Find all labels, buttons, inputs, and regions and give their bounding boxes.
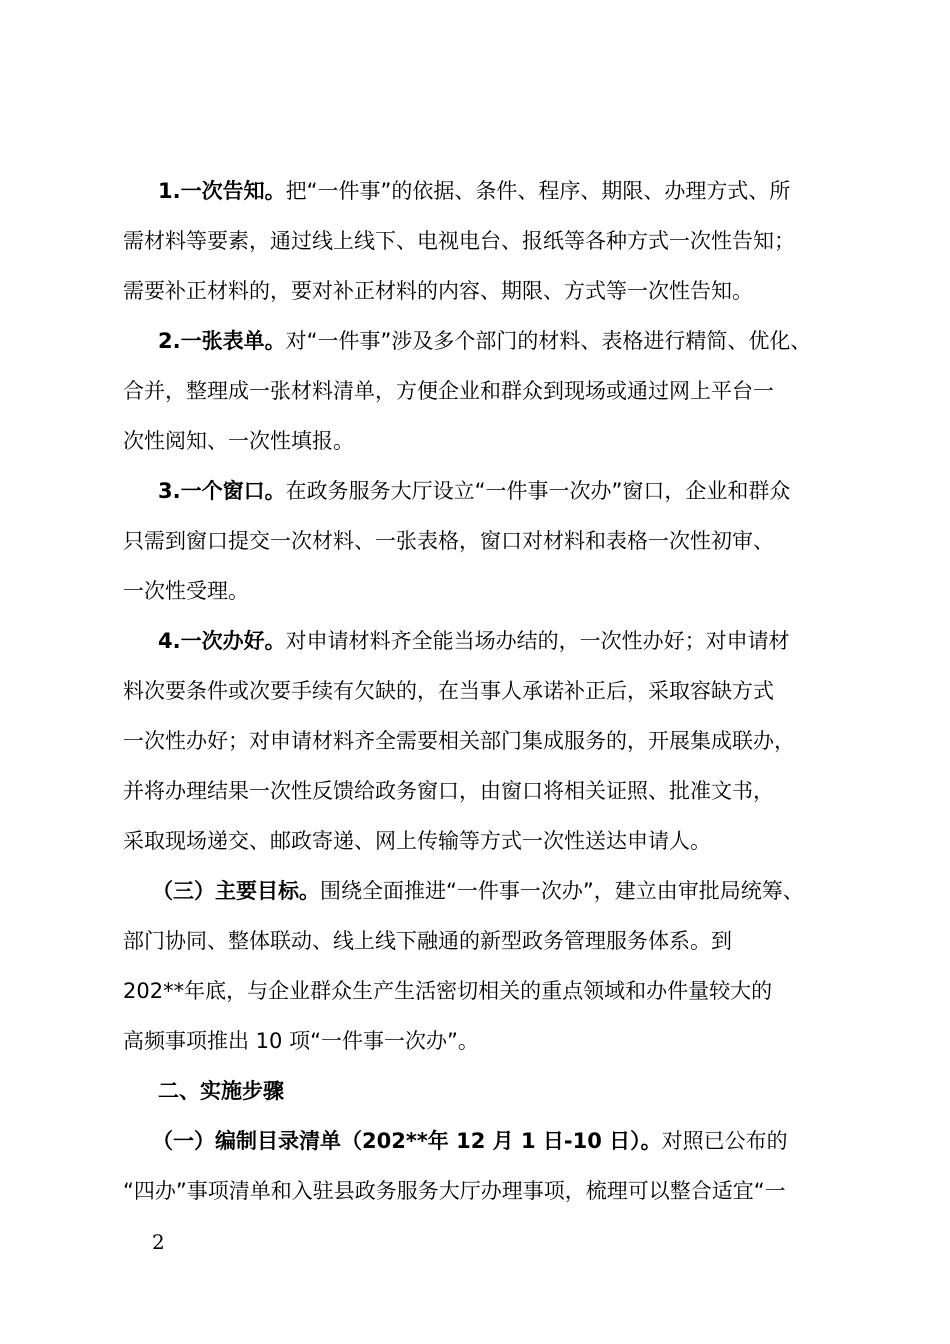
- paragraph-1-text: 把“一件事”的依据、条件、程序、期限、办理方式、所: [285, 179, 791, 203]
- section-2-heading: 二、实施步骤: [158, 1079, 284, 1103]
- paragraph-3-line-2: 只需到窗口提交一次材料、一张表格，窗口对材料和表格一次性初审、: [123, 529, 774, 553]
- paragraph-1-line-1: [158, 178, 790, 204]
- paragraph-1-line-3: 需要补正材料的，要对补正材料的内容、期限、方式等一次性告知。: [123, 279, 753, 303]
- paragraph-2-line-2: 合并，整理成一张材料清单，方便企业和群众到现场或通过网上平台一: [123, 379, 774, 403]
- paragraph-5-heading: （三）主要目标。: [152, 879, 320, 903]
- paragraph-6-text: 对照已公布的: [661, 1129, 788, 1153]
- paragraph-2-line-3: 次性阅知、一次性填报。: [123, 429, 354, 453]
- paragraph-5-line-4: 高频事项推出 10 项“一件事一次办”。: [123, 1029, 479, 1053]
- paragraph-5-text: 围绕全面推进“一件事一次办”，建立由审批局统筹、: [320, 879, 804, 903]
- paragraph-3-line-3: 一次性受理。: [123, 579, 249, 603]
- paragraph-6-line-1: [152, 1128, 788, 1154]
- paragraph-1-heading: 1.一次告知。: [158, 179, 286, 203]
- paragraph-5-line-1: [152, 878, 804, 904]
- paragraph-2-heading: 2.一张表单。: [158, 329, 286, 353]
- paragraph-3-line-1: [158, 478, 790, 504]
- paragraph-4-line-5: 采取现场递交、邮政寄递、网上传输等方式一次性送达申请人。: [123, 829, 711, 853]
- paragraph-4-text: 对申请材料齐全能当场办结的，一次性办好；对申请材: [285, 629, 790, 653]
- page-number: 2: [152, 1230, 165, 1254]
- paragraph-4-line-2: 料次要条件或次要手续有欠缺的，在当事人承诺补正后，采取容缺方式: [123, 679, 774, 703]
- paragraph-5-line-3: 202**年底，与企业群众生产生活密切相关的重点领域和办件量较大的: [123, 979, 773, 1003]
- paragraph-6-heading: （一）编制目录清单（202**年 12 月 1 日-10 日）。: [152, 1129, 662, 1153]
- paragraph-2-text: 对“一件事”涉及多个部门的材料、表格进行精简、优化、: [285, 329, 812, 353]
- paragraph-3-heading: 3.一个窗口。: [158, 479, 286, 503]
- paragraph-6-line-2: “四办”事项清单和入驻县政务服务大厅办理事项，梳理可以整合适宜“一: [123, 1179, 786, 1203]
- paragraph-1-line-2: 需材料等要素，通过线上线下、电视电台、报纸等各种方式一次性告知；: [123, 229, 795, 253]
- paragraph-4-line-3: 一次性办好；对申请材料齐全需要相关部门集成服务的，开展集成联办，: [123, 729, 795, 753]
- paragraph-2-line-1: [158, 328, 811, 354]
- paragraph-5-line-2: 部门协同、整体联动、线上线下融通的新型政务管理服务体系。到: [123, 929, 732, 953]
- paragraph-4-line-1: [158, 628, 790, 654]
- paragraph-3-text: 在政务服务大厅设立“一件事一次办”窗口，企业和群众: [285, 479, 791, 503]
- paragraph-4-heading: 4.一次办好。: [158, 629, 286, 653]
- paragraph-4-line-4: 并将办理结果一次性反馈给政务窗口，由窗口将相关证照、批准文书，: [123, 779, 774, 803]
